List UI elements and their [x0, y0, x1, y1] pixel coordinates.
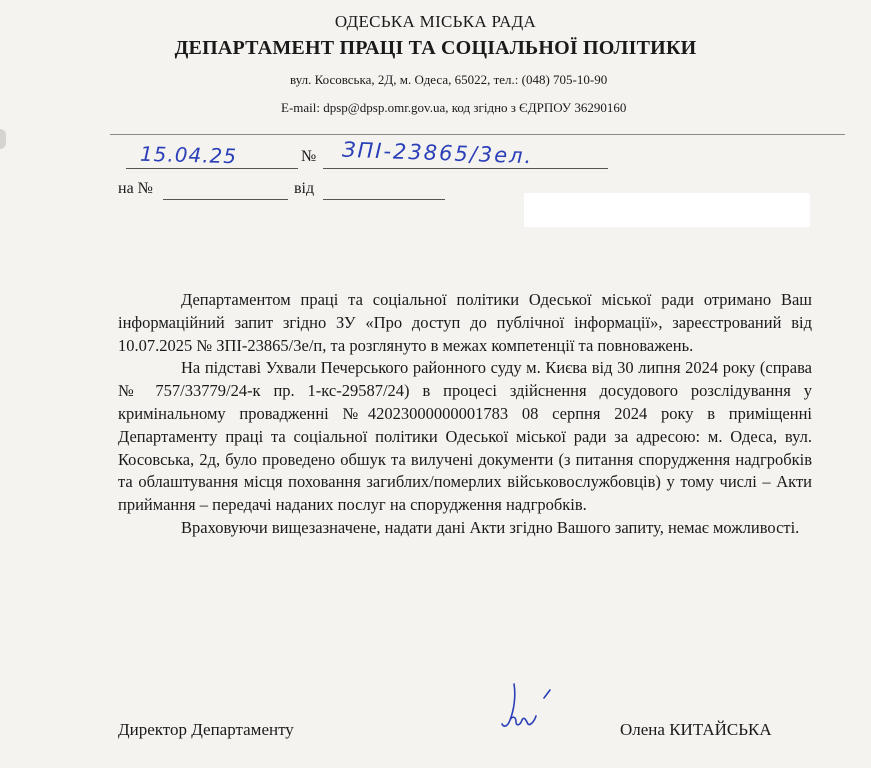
body-paragraph: На підставі Ухвали Печерського районного суду м. Києва від 30 липня 2024 року (справа № 757/33779/24-к пр. 1-кс-29587/24) в процесі здійснення досудового розслідування у кримінальному провадженні №42023000000001783 08 серпня 2024 року в приміщенні Департаменту праці та соціальної політики Одеської міської ради за адресою: м. Одеса, вул. Косовська, 2д, було проведено обшук та вилучені документи (з питання спорудження надгробків та облаштування місця поховання загиблих/померлих військовослужбовців) у тому числі – Акти приймання – передачі наданих послуг на спорудження надгробків. — [118, 358, 812, 515]
reference-date-label: від — [294, 180, 315, 197]
number-underline — [323, 168, 608, 169]
reference-number-label: на № — [118, 180, 153, 197]
date-underline — [126, 168, 298, 169]
signer-title: Директор Департаменту — [118, 720, 294, 739]
department-address: вул. Косовська, 2Д, м. Одеса, 65022, тел.: (048) 705-10-90 — [290, 72, 608, 87]
reference-number-blank — [163, 199, 288, 200]
department-email-code: E-mail: dpsp@dpsp.omr.gov.ua, код згідно з ЄДРПОУ 36290160 — [281, 100, 627, 115]
handwritten-date: 15.04.25 — [139, 141, 238, 169]
department-name: ДЕПАРТАМЕНТ ПРАЦІ ТА СОЦІАЛЬНОЇ ПОЛІТИКИ — [174, 37, 697, 59]
handwritten-number: ЗПІ-23865/3ел. — [341, 137, 534, 169]
organization-name: ОДЕСЬКА МІСЬКА РАДА — [334, 12, 537, 31]
number-sign: № — [301, 148, 317, 165]
header-divider — [110, 134, 845, 135]
redacted-recipient — [524, 193, 810, 227]
outgoing-registration-line — [118, 137, 678, 173]
reference-date-blank — [323, 199, 445, 200]
signer-name: Олена КИТАЙСЬКА — [620, 720, 772, 739]
incoming-reference-line — [118, 180, 478, 204]
punch-hole-mark — [0, 129, 6, 149]
body-paragraph: Департаментом праці та соціальної політики Одеської міської ради отримано Ваш інформаційний запит згідно ЗУ «Про доступ до публічної інформації», зареєстрований від 10.07.2025 № ЗПІ-23865/3е/п, та розглянуто в межах компетенції та повноважень. — [118, 290, 812, 355]
letter-body — [118, 289, 812, 540]
handwritten-signature — [494, 676, 560, 736]
body-paragraph: Враховуючи вищезазначене, надати дані Акти згідно Вашого запиту, немає можливості. — [181, 517, 800, 537]
